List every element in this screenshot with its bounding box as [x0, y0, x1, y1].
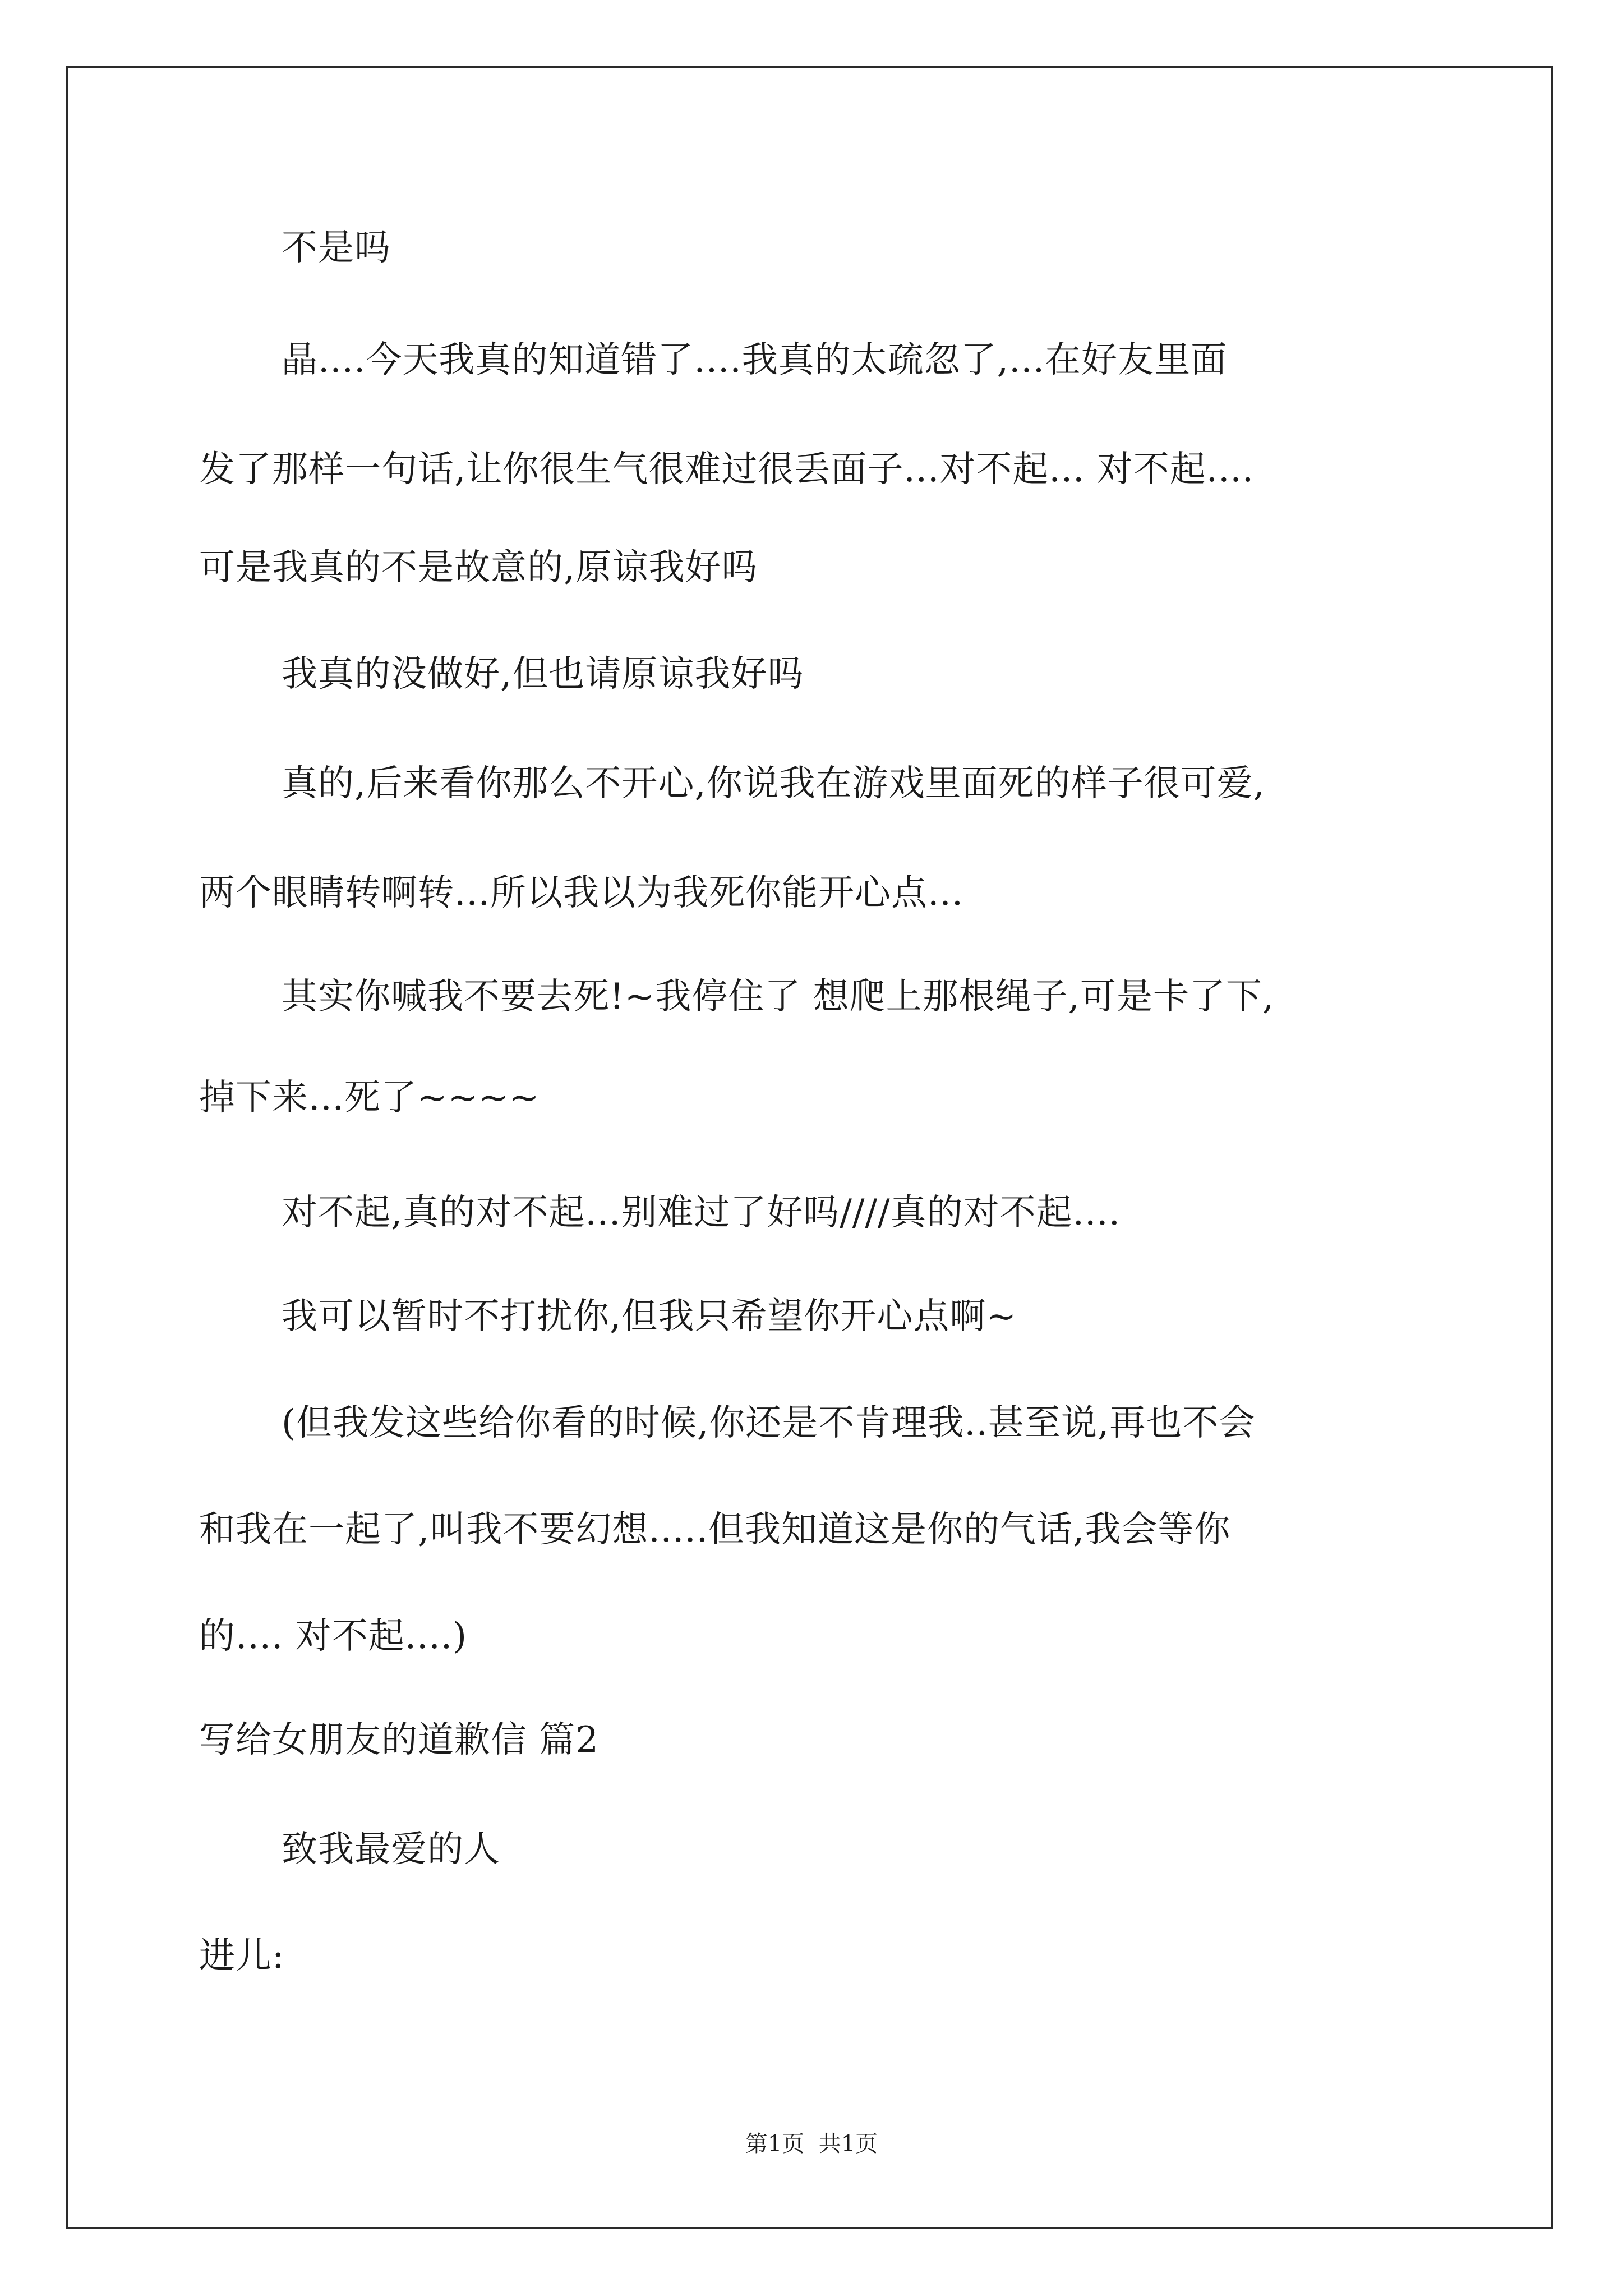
text-line: 致我最爱的人: [282, 1829, 500, 1870]
page-footer: 第1页 共1页: [745, 2131, 878, 2157]
text-line: 两个眼睛转啊转...所以我以为我死你能开心点...: [199, 872, 964, 914]
text-line: 发了那样一句话,让你很生气很难过很丢面子...对不起... 对不起....: [199, 449, 1255, 490]
text-line: 掉下来...死了~~~~: [199, 1077, 540, 1119]
text-line: 对不起,真的对不起...别难过了好吗////真的对不起....: [282, 1192, 1121, 1234]
text-line: 我可以暂时不打扰你,但我只希望你开心点啊~: [282, 1296, 1017, 1337]
text-line: 晶....今天我真的知道错了....我真的太疏忽了,...在好友里面: [282, 339, 1228, 381]
text-line: 不是吗: [282, 227, 391, 269]
text-line: 我真的没做好,但也请原谅我好吗: [282, 654, 804, 695]
section-heading: 写给女朋友的道歉信 篇2: [199, 1719, 600, 1761]
text-line: 可是我真的不是故意的,原谅我好吗: [199, 547, 758, 588]
text-line: 的.... 对不起....): [199, 1616, 468, 1657]
text-line: 和我在一起了,叫我不要幻想.....但我知道这是你的气话,我会等你: [199, 1509, 1231, 1550]
text-line: 其实你喊我不要去死!~我停住了 想爬上那根绳子,可是卡了下,: [282, 976, 1275, 1018]
text-line: 进儿:: [199, 1935, 285, 1977]
page-border: [66, 66, 1553, 2229]
text-line: (但我发这些给你看的时候,你还是不肯理我..甚至说,再也不会: [282, 1402, 1256, 1444]
text-line: 真的,后来看你那么不开心,你说我在游戏里面死的样子很可爱,: [282, 763, 1266, 804]
